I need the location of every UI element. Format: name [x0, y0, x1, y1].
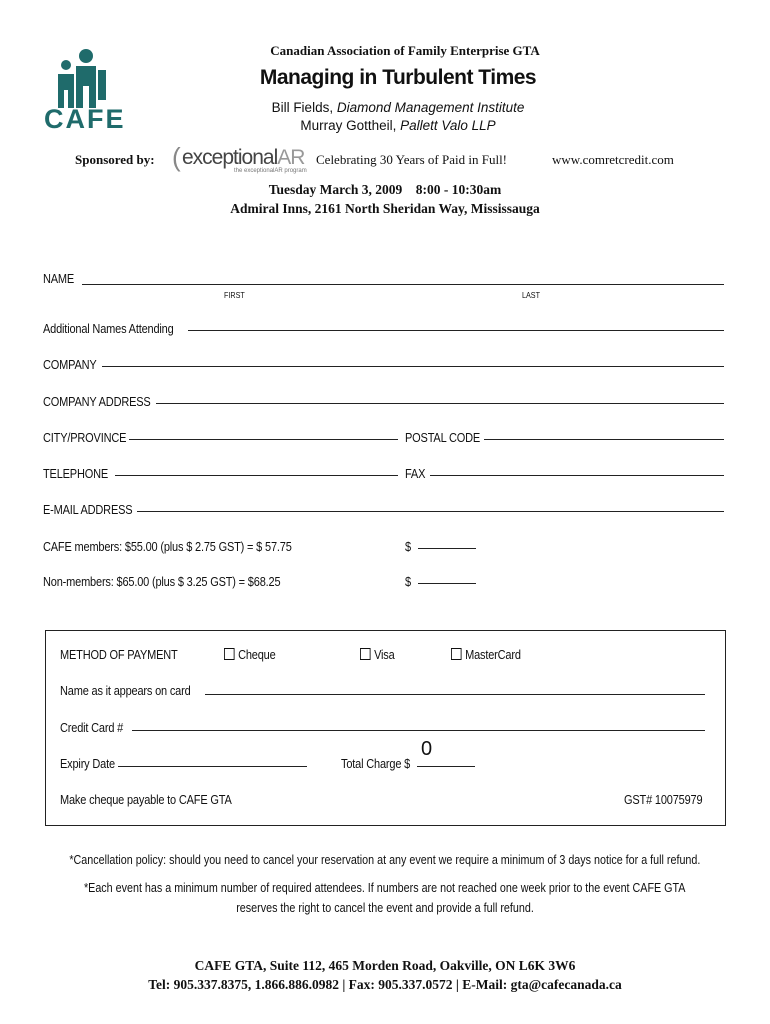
- sponsor-url[interactable]: www.comretcredit.com: [552, 152, 674, 167]
- minimum-attendees-policy-1: [0, 881, 770, 895]
- mastercard-option[interactable]: [451, 648, 521, 662]
- cafe-logo-text: CAFE: [44, 104, 126, 134]
- minimum-attendees-text-1: *Each event has a minimum number of required attendees. If numbers are not reached one week prior to the event CAFE GTA: [84, 881, 686, 895]
- footer-address: CAFE GTA, Suite 112, 465 Morden Road, Oakville, ON L6K 3W6: [194, 958, 576, 973]
- speaker-1-org: Diamond Management Institute: [336, 100, 525, 115]
- speaker-1: [0, 100, 770, 115]
- telephone-label: TELEPHONE: [43, 467, 109, 481]
- cheque-payable-note: Make cheque payable to CAFE GTA: [60, 793, 232, 807]
- payment-method-label: METHOD OF PAYMENT: [60, 648, 178, 662]
- gst-number: GST# 10075979: [624, 793, 703, 807]
- sponsor-logo: [172, 144, 314, 178]
- postal-code-input[interactable]: [484, 439, 724, 440]
- sponsor-logo-bracket-icon: (: [172, 142, 181, 172]
- members-price-label: CAFE members: $55.00 (plus $ 2.75 GST) = $ 57.75: [43, 540, 292, 554]
- telephone-input[interactable]: [115, 475, 398, 476]
- company-address-label: COMPANY ADDRESS: [43, 395, 151, 409]
- additional-names-input[interactable]: [188, 330, 724, 331]
- members-amount-input[interactable]: [418, 548, 476, 549]
- sponsor-logo-suffix: AR: [277, 146, 305, 169]
- email-label: E-MAIL ADDRESS: [43, 503, 133, 517]
- mastercard-option-label: MasterCard: [465, 648, 521, 662]
- company-address-input[interactable]: [156, 403, 724, 404]
- event-date-time: Tuesday March 3, 2009 8:00 - 10:30am: [268, 182, 502, 197]
- total-charge-input[interactable]: [417, 766, 475, 767]
- nonmembers-price-label: Non-members: $65.00 (plus $ 3.25 GST) = $68.25: [43, 575, 281, 589]
- footer-contact: Tel: 905.337.8375, 1.866.886.0982 | Fax: 905.337.0572 | E-Mail: gta@cafecanada.ca: [148, 977, 622, 992]
- members-dollar-sign: $: [405, 540, 411, 554]
- name-label: NAME: [43, 272, 75, 286]
- total-charge-label: Total Charge $: [341, 757, 411, 771]
- sponsor-logo-sub: the exceptionalAR program: [234, 168, 307, 174]
- postal-code-label: POSTAL CODE: [405, 431, 481, 445]
- sponsor-logo-text: exceptional: [182, 146, 278, 169]
- cancellation-policy: [0, 853, 770, 867]
- credit-card-input[interactable]: [132, 730, 705, 731]
- cancellation-policy-text: *Cancellation policy: should you need to cancel your reservation at any event we require a minimum of 3 days notice for a full refund.: [69, 853, 701, 867]
- sponsor-tagline: Celebrating 30 Years of Paid in Full!: [316, 152, 508, 167]
- expiry-date-label: Expiry Date: [60, 757, 115, 771]
- last-name-label: LAST: [522, 291, 541, 300]
- city-province-label: CITY/PROVINCE: [43, 431, 127, 445]
- cheque-checkbox[interactable]: [224, 648, 235, 660]
- visa-checkbox[interactable]: [360, 648, 371, 660]
- expiry-date-input[interactable]: [118, 766, 307, 767]
- minimum-attendees-text-2: reserves the right to cancel the event and provide a full refund.: [236, 901, 534, 915]
- cheque-option-label: Cheque: [238, 648, 276, 662]
- name-on-card-input[interactable]: [205, 694, 705, 695]
- visa-option[interactable]: [360, 648, 395, 662]
- mastercard-checkbox[interactable]: [451, 648, 462, 660]
- nonmembers-amount-input[interactable]: [418, 583, 476, 584]
- minimum-attendees-policy-2: [0, 901, 770, 915]
- name-input[interactable]: [82, 284, 724, 285]
- event-title: Managing in Turbulent Times: [259, 66, 537, 89]
- total-charge-value: 0: [421, 738, 433, 760]
- company-label: COMPANY: [43, 358, 97, 372]
- sponsor-label: Sponsored by:: [75, 152, 155, 167]
- city-province-input[interactable]: [129, 439, 398, 440]
- fax-label: FAX: [405, 467, 426, 481]
- fax-input[interactable]: [430, 475, 724, 476]
- org-header: Canadian Association of Family Enterprise GTA: [270, 43, 540, 58]
- speaker-1-name: Bill Fields,: [271, 100, 337, 115]
- event-location: Admiral Inns, 2161 North Sheridan Way, Mississauga: [230, 201, 540, 216]
- company-input[interactable]: [102, 366, 724, 367]
- speaker-2-name: Murray Gottheil,: [300, 118, 401, 133]
- cheque-option[interactable]: [224, 648, 276, 662]
- name-on-card-label: Name as it appears on card: [60, 684, 191, 698]
- credit-card-label: Credit Card #: [60, 721, 124, 735]
- first-name-label: FIRST: [224, 291, 245, 300]
- email-input[interactable]: [137, 511, 724, 512]
- speaker-2-org: Pallett Valo LLP: [400, 118, 496, 133]
- nonmembers-dollar-sign: $: [405, 575, 411, 589]
- speaker-2: [0, 118, 770, 133]
- visa-option-label: Visa: [374, 648, 395, 662]
- additional-names-label: Additional Names Attending: [43, 322, 174, 336]
